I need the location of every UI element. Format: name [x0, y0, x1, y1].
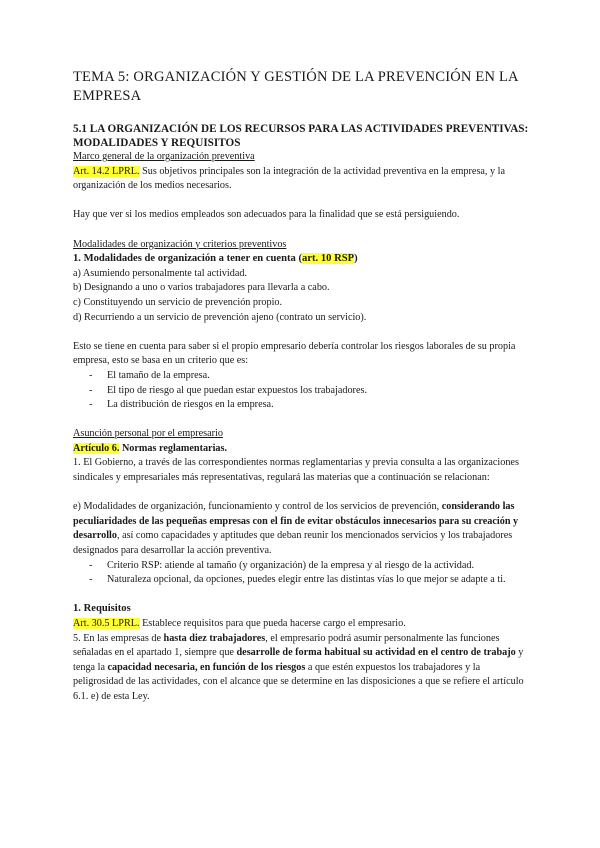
gobierno-paragraph: 1. El Gobierno, a través de las correspondientes normas reglamentarias y previa consulta a las organizaciones sindicales y empresariales más representativas, regulará las materias que a continuación se relacionan: [73, 457, 519, 484]
art-30-5-ref: Art. 30.5 LPRL. [73, 618, 140, 629]
asuncion-bullet: - Criterio RSP: atiende al tamaño (y organización) de la empresa y al riesgo de la actividad. [89, 559, 475, 571]
modalidades-heading [73, 252, 533, 267]
criteria-list [73, 369, 533, 413]
modalidades-subtitle: Modalidades de organización y criterios preventivos [73, 238, 287, 250]
page-title: TEMA 5: ORGANIZACIÓN Y GESTIÓN DE LA PREVENCIÓN EN LA EMPRESA [73, 69, 518, 104]
modalidad-item-a: a) Asumiendo personalmente tal actividad. [73, 267, 247, 279]
esto-paragraph: Esto se tiene en cuenta para saber si el propio empresario debería controlar los riesgos laborales de su propia empresa, esto se basa en un criterio que es: [73, 340, 516, 367]
articulo-6-heading [73, 442, 533, 457]
requisitos-art-line: Art. 30.5 LPRL. Establece requisitos para que pueda hacerse cargo el empresario. [73, 618, 406, 629]
hay-que-paragraph: Hay que ver si los medios empleados son adecuados para la finalidad que se está persiguiendo. [73, 209, 460, 221]
criteria-item: - El tipo de riesgo al que puedan estar expuestos los trabajadores. [89, 384, 367, 396]
modalidad-item-b: b) Designando a uno o varios trabajadores para llevarla a cabo. [73, 282, 330, 294]
articulo-6-ref: Artículo 6. [73, 442, 120, 454]
marco-subtitle: Marco general de la organización preventiva [73, 151, 255, 162]
articulo-6-title: Normas reglamentarias. [119, 442, 228, 454]
criteria-item: - El tamaño de la empresa. [89, 369, 210, 381]
art-10-rsp-ref: art. 10 RSP [302, 253, 355, 265]
modalidades-e-paragraph: e) Modalidades de organización, funcionamiento y control de los servicios de prevención, considerando las peculiaridades de las pequeñas empresas con el fin de evitar obstáculos innecesarios para su creación y desarrollo, así como capacidades y aptitudes que deban reunir los mencionados servicios y los trabajadores designados para desarrollar la acción preventiva. [73, 501, 519, 557]
modalidad-item-c: c) Constituyendo un servicio de prevención propio. [73, 296, 283, 308]
marco-paragraph [73, 165, 533, 194]
requisitos-heading: 1. Requisitos [73, 603, 131, 615]
document-page [73, 68, 533, 705]
section-heading-5-1: 5.1 LA ORGANIZACIÓN DE LOS RECURSOS PARA LAS ACTIVIDADES PREVENTIVAS: MODALIDADES Y REQUISITOS [73, 123, 529, 149]
modalidades-heading-prefix: 1. Modalidades de organización a tener en cuenta ( [73, 253, 303, 265]
modalidades-heading-suffix: ) [354, 253, 358, 265]
requisitos-paragraph: 5. En las empresas de hasta diez trabajadores, el empresario podrá asumir personalmente las funciones señaladas en el apartado 1, siempre que desarrolle de forma habitual su actividad en el centro de trabajo y tenga la capacidad necesaria, en función de los riesgos a que estén expuestos los trabajadores y la peligrosidad de las actividades, con el alcance que se determine en las disposiciones a que se refiere el artículo 6.1. e) de esta Ley. [73, 632, 524, 702]
modalidad-item-d: d) Recurriendo a un servicio de prevención ajeno (contrato un servicio). [73, 311, 367, 323]
asuncion-subtitle: Asunción personal por el empresario [73, 428, 223, 440]
art-14-2-ref: Art. 14.2 LPRL. [73, 165, 140, 177]
asuncion-bullet: - Naturaleza opcional, da opciones, puedes elegir entre las distintas vías lo que mejor se adapte a ti. [89, 574, 506, 586]
art-14-2-text: Sus objetivos principales son la integración de la actividad preventiva en la empresa, y la organización de los medios necesarios. [73, 165, 506, 192]
criteria-item: - La distribución de riesgos en la empresa. [89, 399, 274, 411]
asuncion-bullets [73, 559, 533, 588]
e-bold-text: considerando las peculiaridades de las pequeñas empresas con el fin de evitar obstáculos innecesarios para su creación y desarrollo [73, 501, 519, 542]
